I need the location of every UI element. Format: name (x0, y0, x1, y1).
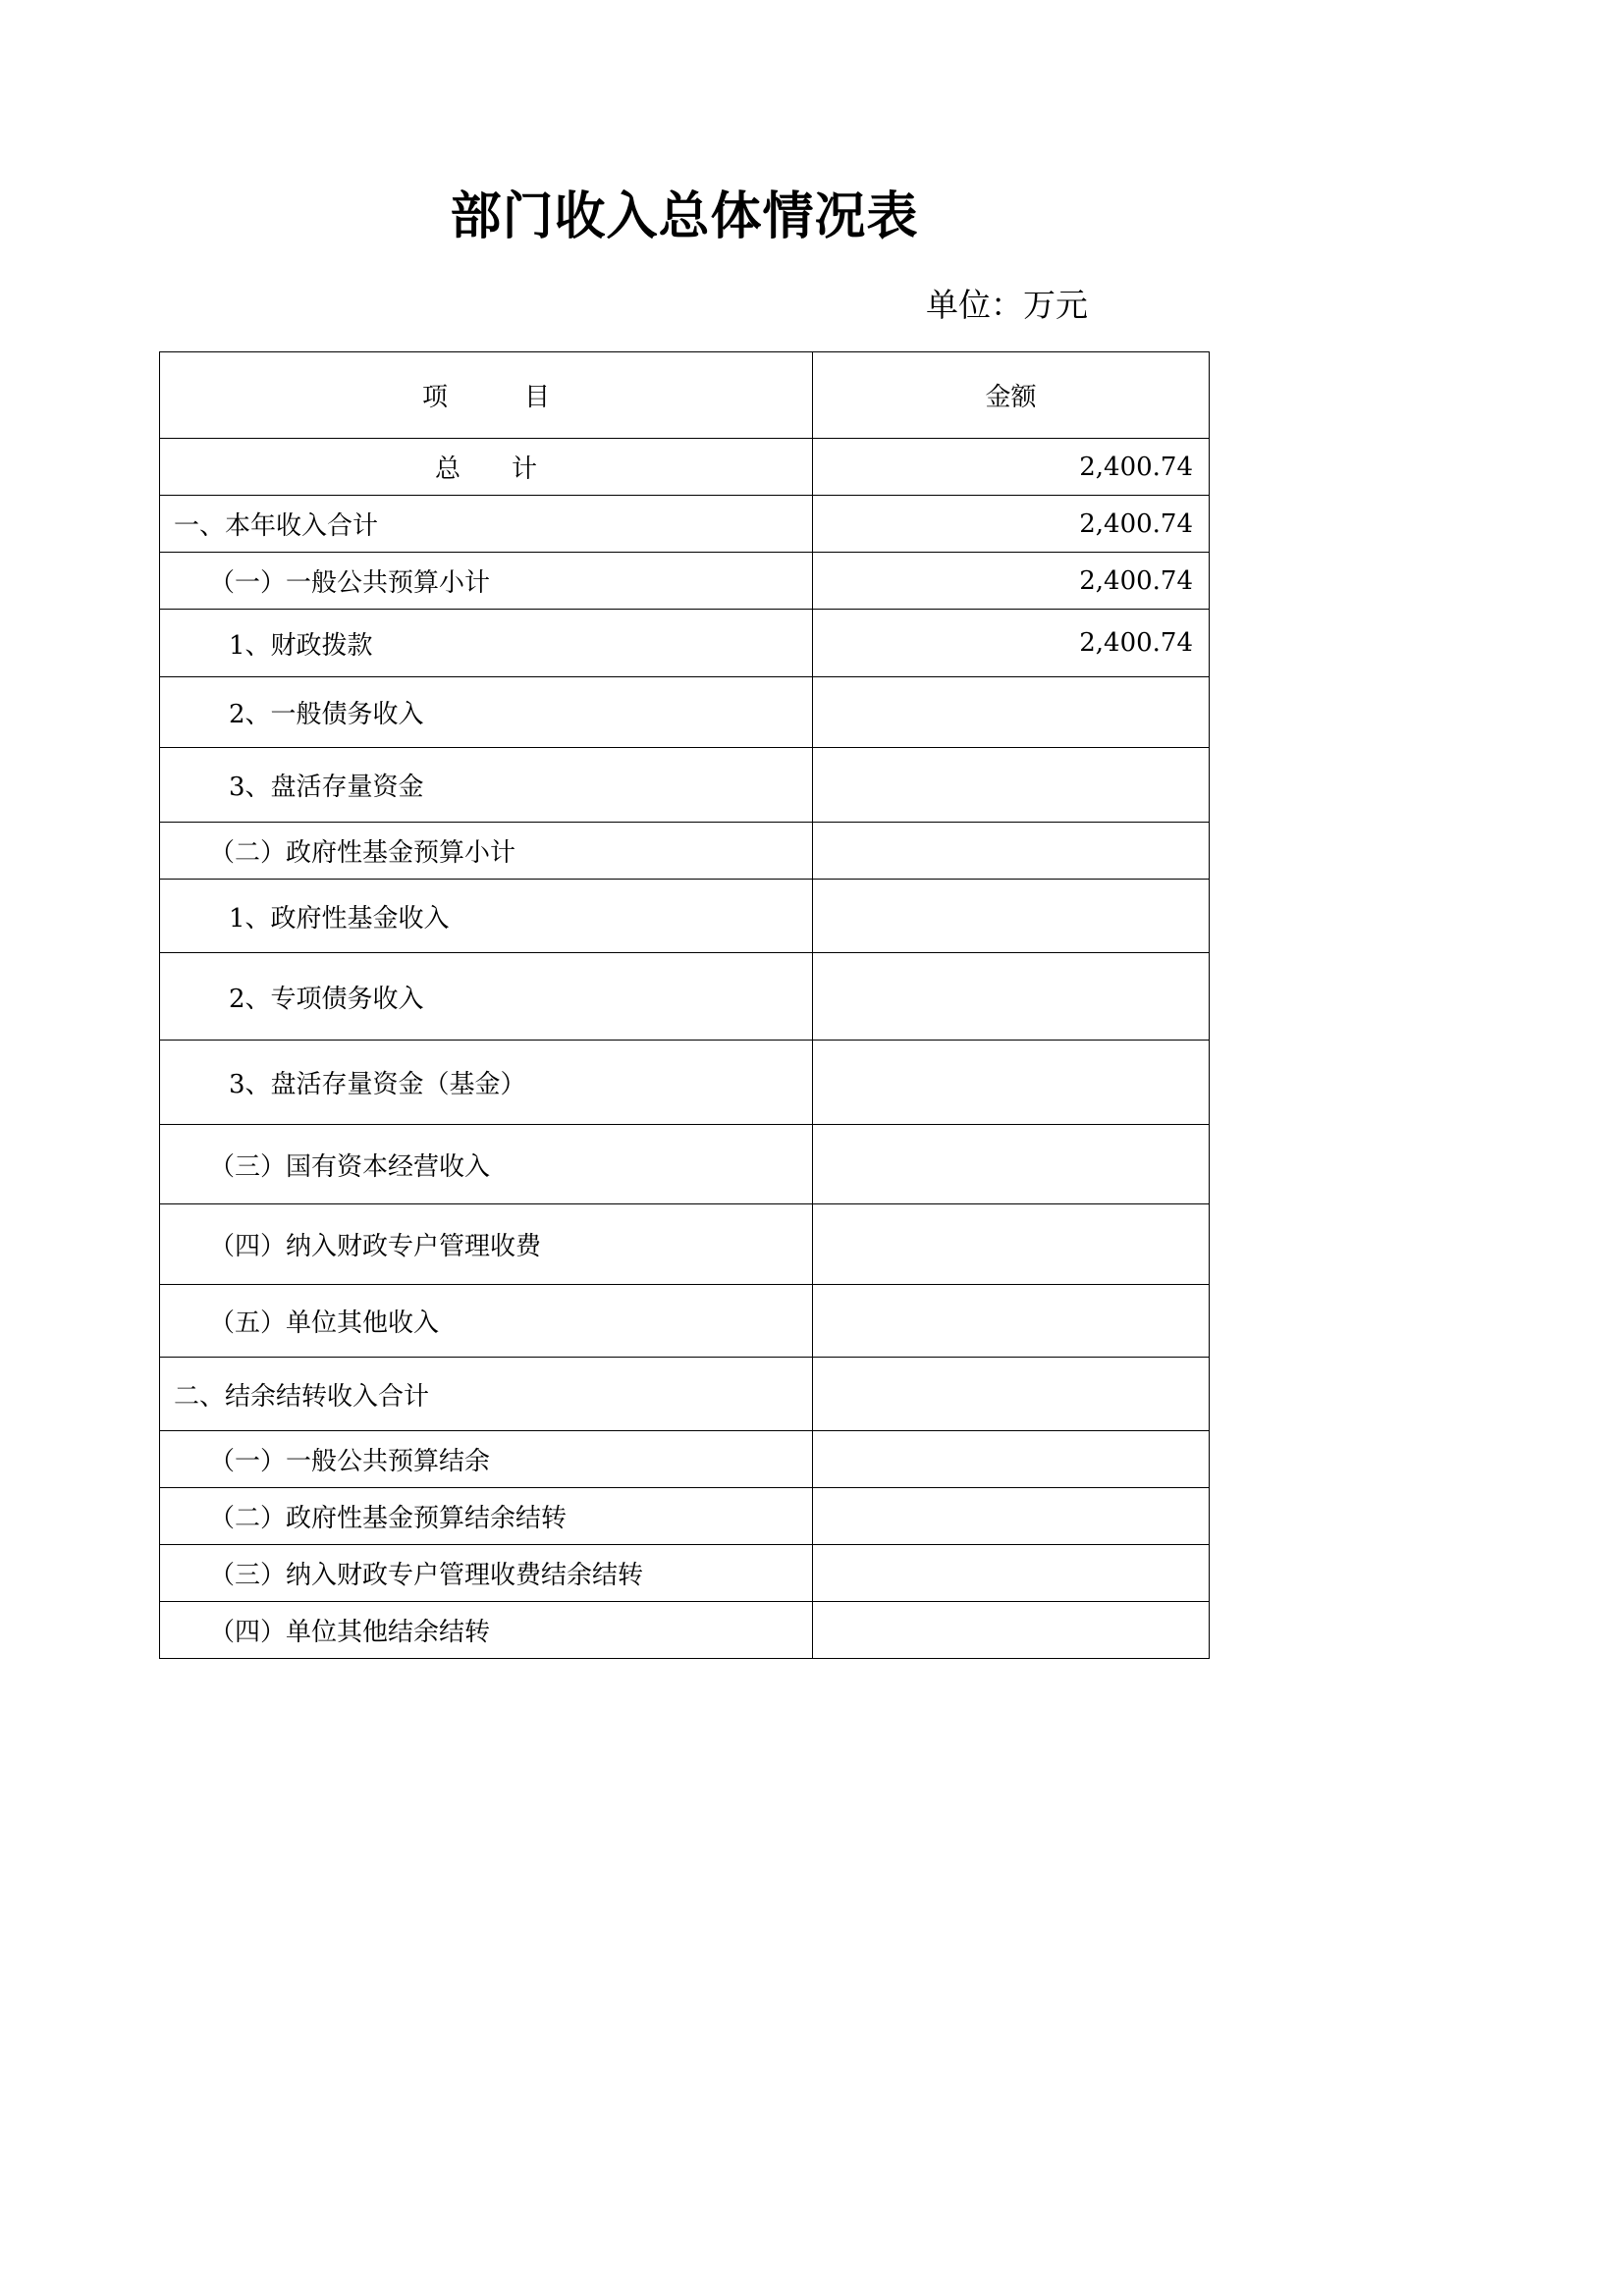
table-header-row (160, 352, 1210, 439)
row-amount (813, 1545, 1210, 1602)
row-label: 2、专项债务收入 (160, 953, 813, 1041)
row-amount: 2,400.74 (813, 610, 1210, 677)
row-label: 3、盘活存量资金 (160, 748, 813, 823)
row-amount (813, 1488, 1210, 1545)
row-amount: 2,400.74 (813, 496, 1210, 553)
table-row (160, 1602, 1210, 1659)
row-amount (813, 880, 1210, 953)
table-row (160, 953, 1210, 1041)
header-item: 项 目 (160, 352, 813, 439)
table-row (160, 1545, 1210, 1602)
table-row (160, 1431, 1210, 1488)
row-amount (813, 748, 1210, 823)
row-amount: 2,400.74 (813, 553, 1210, 610)
table-row (160, 1285, 1210, 1358)
unit-label: 单位：万元 (926, 286, 1088, 324)
row-label: （四）单位其他结余结转 (160, 1602, 813, 1659)
row-label: （二）政府性基金预算小计 (160, 823, 813, 880)
total-amount: 2,400.74 (813, 439, 1210, 496)
table-row (160, 1358, 1210, 1431)
row-label: 一、本年收入合计 (160, 496, 813, 553)
row-amount (813, 1041, 1210, 1125)
row-label: 1、政府性基金收入 (160, 880, 813, 953)
table-row (160, 1204, 1210, 1285)
row-amount (813, 953, 1210, 1041)
document-title: 部门收入总体情况表 (450, 187, 919, 246)
total-label: 总 计 (160, 439, 813, 496)
row-label: （一）一般公共预算结余 (160, 1431, 813, 1488)
row-label: （二）政府性基金预算结余结转 (160, 1488, 813, 1545)
table-row (160, 823, 1210, 880)
income-table (159, 351, 1210, 1659)
row-label: 1、财政拨款 (160, 610, 813, 677)
row-amount (813, 677, 1210, 748)
row-amount (813, 1431, 1210, 1488)
row-label: （三）国有资本经营收入 (160, 1125, 813, 1204)
table-row (160, 496, 1210, 553)
table-row (160, 610, 1210, 677)
row-amount (813, 1358, 1210, 1431)
row-amount (813, 1602, 1210, 1659)
table-row (160, 880, 1210, 953)
table-row (160, 1488, 1210, 1545)
total-row (160, 439, 1210, 496)
table-row (160, 677, 1210, 748)
row-amount (813, 1285, 1210, 1358)
table-row (160, 1125, 1210, 1204)
row-label: （五）单位其他收入 (160, 1285, 813, 1358)
row-amount (813, 1125, 1210, 1204)
table-row (160, 1041, 1210, 1125)
row-label: （四）纳入财政专户管理收费 (160, 1204, 813, 1285)
row-label: 2、一般债务收入 (160, 677, 813, 748)
header-amount: 金额 (813, 352, 1210, 439)
row-label: 二、结余结转收入合计 (160, 1358, 813, 1431)
table-row (160, 748, 1210, 823)
row-amount (813, 1204, 1210, 1285)
row-label: 3、盘活存量资金（基金） (160, 1041, 813, 1125)
table-row (160, 553, 1210, 610)
row-amount (813, 823, 1210, 880)
row-label: （三）纳入财政专户管理收费结余结转 (160, 1545, 813, 1602)
row-label: （一）一般公共预算小计 (160, 553, 813, 610)
